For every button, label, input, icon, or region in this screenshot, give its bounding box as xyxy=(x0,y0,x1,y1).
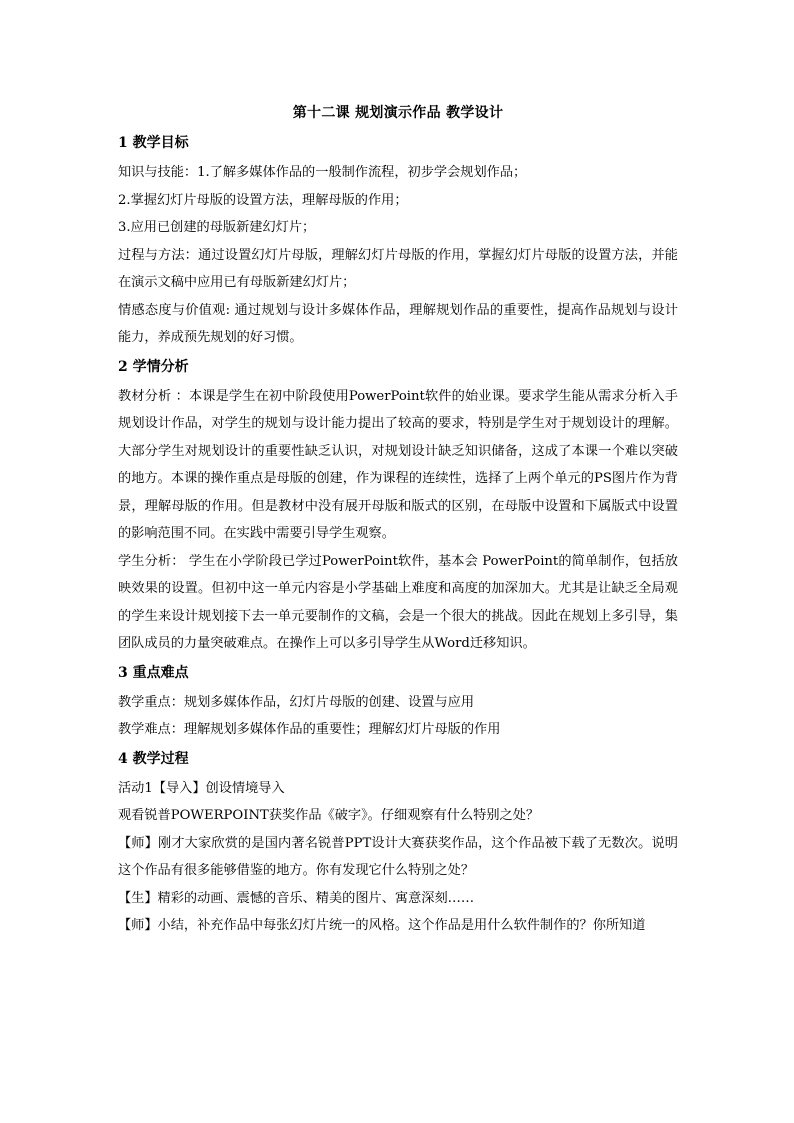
paragraph: 过程与方法：通过设置幻灯片母版，理解幻灯片母版的作用，掌握幻灯片母版的设置方法，并能在演示文稿中应用已有母版新建幻灯片； xyxy=(118,247,678,290)
paragraph: 2.掌握幻灯片母版的设置方法，理解母版的作用； xyxy=(118,192,408,208)
paragraph: 知识与技能：1.了解多媒体作品的一般制作流程，初步学会规划作品； xyxy=(118,165,527,180)
paragraph: 教学重点：规划多媒体作品，幻灯片母版的创建、设置与应用 xyxy=(118,694,475,710)
paragraph: 3.应用已创建的母版新建幻灯片； xyxy=(118,220,316,235)
section-objectives xyxy=(118,128,678,352)
section-analysis xyxy=(118,352,678,658)
paragraph: 【师】刚才大家欣赏的是国内著名锐普PPT设计大赛获奖作品，这个作品被下载了无数次。说明这个作品有很多能够借鉴的地方。你有发现它什么特别之处？ xyxy=(118,835,678,878)
document-page xyxy=(118,98,678,940)
paragraph: 教学难点：理解规划多媒体作品的重要性；理解幻灯片母版的作用 xyxy=(118,722,501,737)
paragraph: 学生分析： 学生在小学阶段已学过PowerPoint软件，基本会 PowerPoint的简单制作，包括放映效果的设置。但初中这一单元内容是小学基础上难度和高度的加深加大。尤其是让缺乏全局观的学生来设计规划接下去一单元要制作的文稿，会是一个很大的挑战。因此在规划上多引导，集团队成员的力量突破难点。在操作上可以多引导学生从Word迁移知识。 xyxy=(118,553,678,651)
section-process xyxy=(118,744,678,940)
section-heading: 4 教学过程 xyxy=(118,750,189,767)
paragraph: 观看锐普POWERPOINT获奖作品《破字》。仔细观察有什么特别之处？ xyxy=(118,808,540,823)
document-title: 第十二课 规划演示作品 教学设计 xyxy=(292,105,504,121)
paragraph: 活动1【导入】创设情境导入 xyxy=(118,780,285,796)
paragraph: 【生】精彩的动画、震憾的音乐、精美的图片、寓意深刻…… xyxy=(118,890,475,906)
paragraph: 情感态度与价值观: 通过规划与设计多媒体作品，理解规划作品的重要性，提高作品规划与设计能力，养成预先规划的好习惯。 xyxy=(118,302,678,345)
paragraph: 【师】小结，补充作品中每张幻灯片统一的风格。这个作品是用什么软件制作的？你所知道 xyxy=(118,918,646,933)
section-heading: 2 学情分析 xyxy=(118,358,189,375)
section-heading: 3 重点难点 xyxy=(118,664,189,681)
section-heading: 1 教学目标 xyxy=(118,135,189,151)
paragraph: 教材分析 ：本课是学生在初中阶段使用PowerPoint软件的始业课。要求学生能从需求分析入手规划设计作品，对学生的规划与设计能力提出了较高的要求，特别是学生对于规划设计的理解。大部分学生对规划设计的重要性缺乏认识，对规划设计缺乏知识储备，这成了本课一个难以突破的地方。本课的操作重点是母版的创建，作为课程的连续性，选择了上两个单元的PS图片作为背景，理解母版的作用。但是教材中没有展开母版和版式的区别，在母版中设置和下属版式中设置的影响范围不同。在实践中需要引导学生观察。 xyxy=(118,388,678,541)
section-key-points xyxy=(118,658,678,744)
